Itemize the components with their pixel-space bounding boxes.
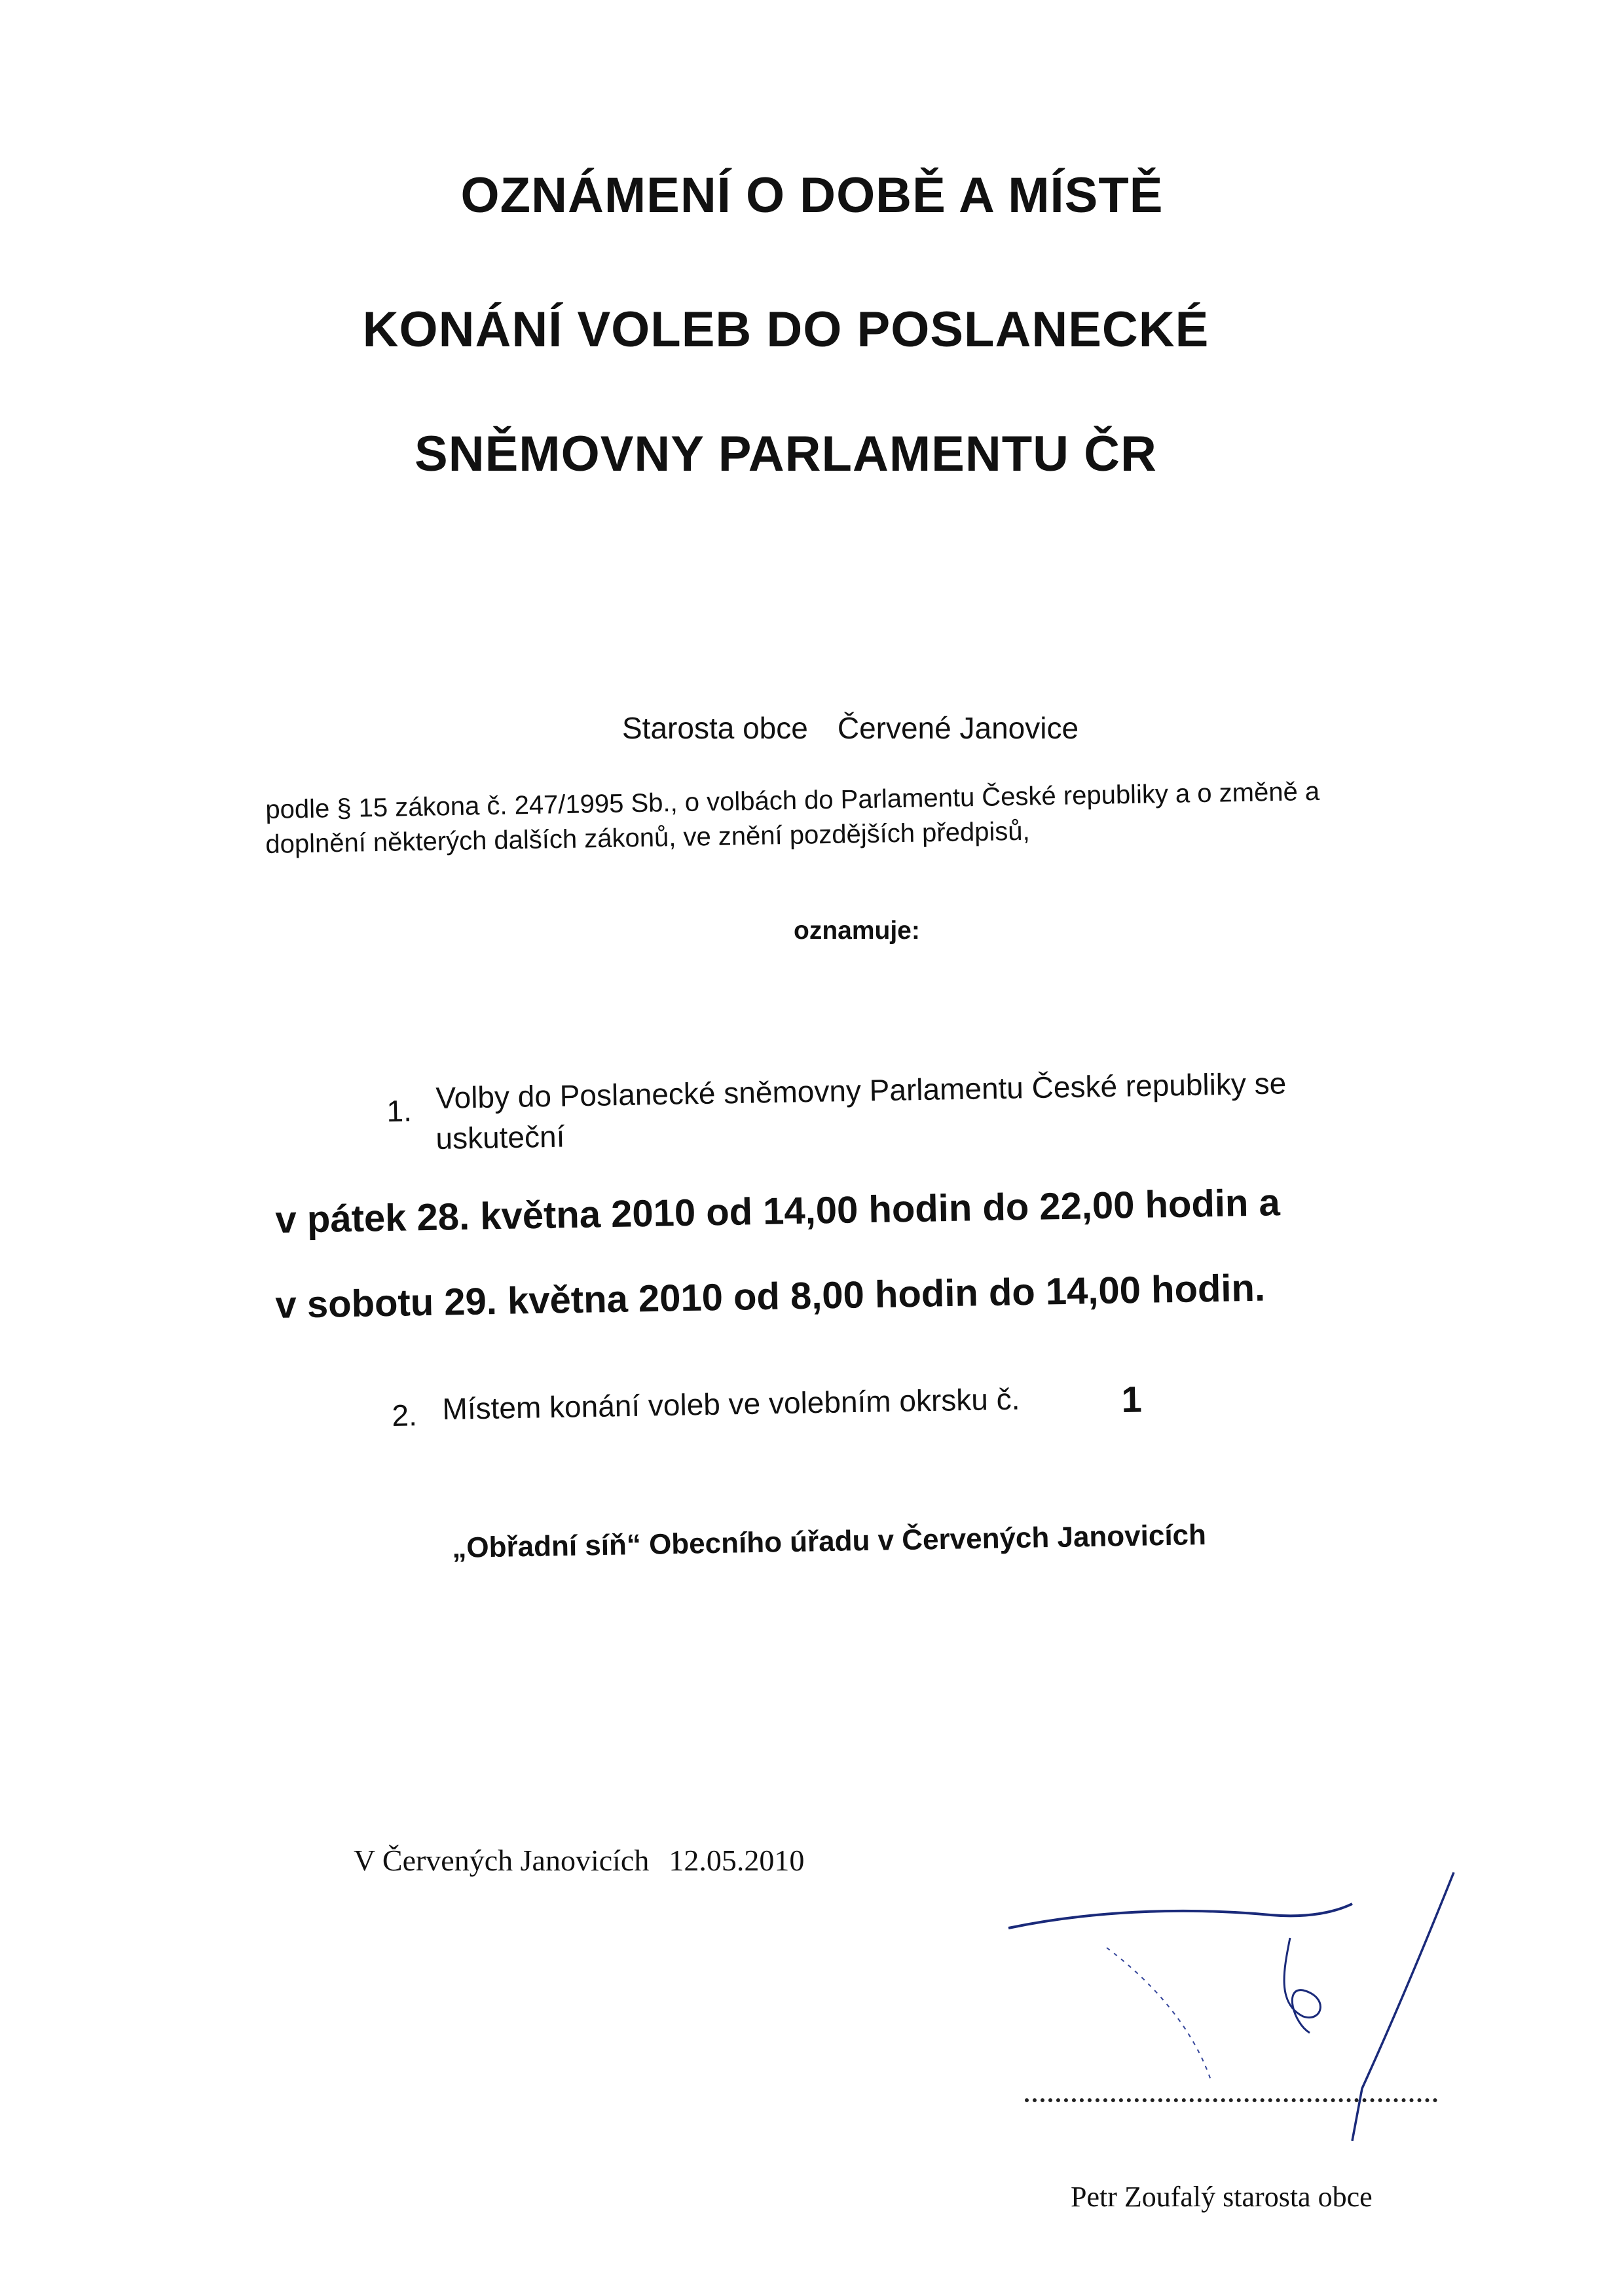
issue-date: 12.05.2010 [669, 1844, 805, 1877]
place-text: V Červených Janovicích [354, 1844, 650, 1877]
issuer-label: Starosta obce [622, 711, 808, 745]
title-line-3: SNĚMOVNY PARLAMENTU ČR [415, 426, 1157, 482]
venue: „Obřadní síň“ Obecního úřadu v Červených Janovicích [452, 1518, 1207, 1564]
item-1-text: Volby do Poslanecké sněmovny Parlamentu České republiky se [435, 1066, 1287, 1115]
legal-basis-line-2: doplnění některých dalších zákonů, ve znění pozdějších předpisů, [265, 816, 1030, 859]
signer-name: Petr Zoufalý starosta obce [1071, 2181, 1373, 2213]
item-2-text: Místem konání voleb ve volebním okrsku č. [442, 1381, 1020, 1426]
signature-line [1025, 2098, 1437, 2102]
item-2-number: 2. [392, 1398, 418, 1432]
election-date-saturday: v sobotu 29. května 2010 od 8,00 hodin do 14,00 hodin. [275, 1266, 1266, 1326]
title-line-1: OZNÁMENÍ O DOBĚ A MÍSTĚ [460, 168, 1164, 223]
item-1-number: 1. [386, 1093, 413, 1128]
place-and-date [354, 1843, 804, 1878]
district-number: 1 [1121, 1378, 1143, 1420]
municipality-name: Červené Janovice [837, 711, 1079, 745]
item-1-continuation: uskuteční [435, 1119, 565, 1156]
issuer-line [622, 710, 1079, 746]
legal-basis-line-1: podle § 15 zákona č. 247/1995 Sb., o volbách do Parlamentu České republiky a o změně a [265, 776, 1320, 824]
election-date-friday: v pátek 28. května 2010 od 14,00 hodin do 22,00 hodin a [275, 1181, 1281, 1241]
announces-heading: oznamuje: [794, 917, 920, 945]
title-line-2: KONÁNÍ VOLEB DO POSLANECKÉ [362, 302, 1209, 357]
